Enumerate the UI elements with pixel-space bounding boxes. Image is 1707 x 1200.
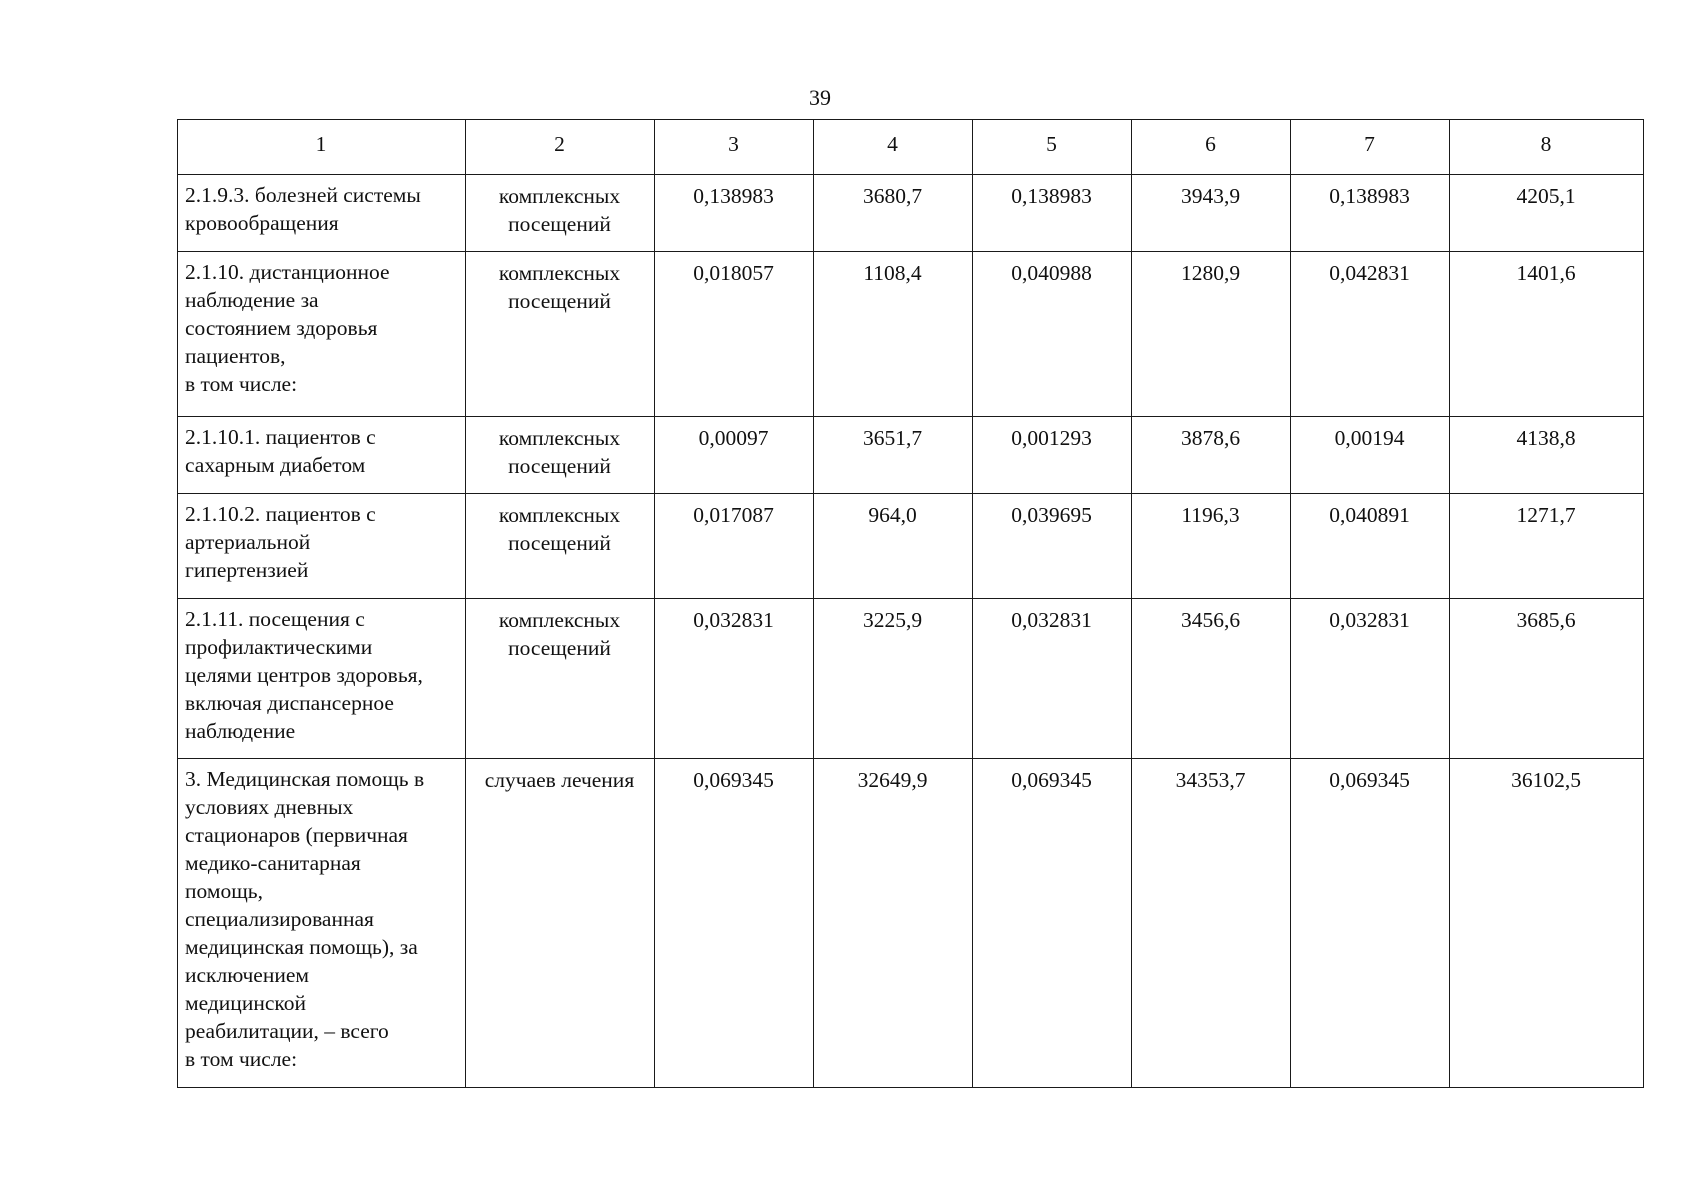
value-cell: 0,00097 (655, 417, 814, 494)
value-cell: 4138,8 (1450, 417, 1644, 494)
row-unit-cell: комплексных посещений (466, 175, 655, 252)
value-cell: 32649,9 (814, 759, 973, 1088)
column-header: 3 (655, 120, 814, 175)
row-name-cell: 2.1.10.1. пациентов с сахарным диабетом (178, 417, 466, 494)
value-cell: 0,032831 (655, 599, 814, 759)
value-cell: 0,039695 (973, 494, 1132, 599)
value-cell: 3225,9 (814, 599, 973, 759)
data-table (177, 119, 1644, 1088)
table-row (178, 759, 1644, 1088)
value-cell: 0,032831 (973, 599, 1132, 759)
row-unit-cell: комплексных посещений (466, 599, 655, 759)
value-cell: 3685,6 (1450, 599, 1644, 759)
value-cell: 0,032831 (1291, 599, 1450, 759)
value-cell: 0,042831 (1291, 252, 1450, 417)
row-name-cell: 2.1.9.3. болезней системы кровообращения (178, 175, 466, 252)
value-cell: 3680,7 (814, 175, 973, 252)
value-cell: 3943,9 (1132, 175, 1291, 252)
table-header-row (178, 120, 1644, 175)
value-cell: 36102,5 (1450, 759, 1644, 1088)
column-header: 4 (814, 120, 973, 175)
value-cell: 0,00194 (1291, 417, 1450, 494)
row-name-cell: 3. Медицинская помощь в условиях дневных стационаров (первичная медико-санитарная помощь, специализированная медицинская помощь), за исключением медицинской реабилитации, – всего в том числе: (178, 759, 466, 1088)
row-name-cell: 2.1.10.2. пациентов с артериальной гипертензией (178, 494, 466, 599)
page-number: 39 (809, 85, 831, 110)
row-unit-cell: случаев лечения (466, 759, 655, 1088)
column-header: 5 (973, 120, 1132, 175)
value-cell: 0,138983 (1291, 175, 1450, 252)
value-cell: 0,069345 (655, 759, 814, 1088)
value-cell: 1196,3 (1132, 494, 1291, 599)
table-row (178, 599, 1644, 759)
column-header: 2 (466, 120, 655, 175)
value-cell: 0,017087 (655, 494, 814, 599)
value-cell: 1401,6 (1450, 252, 1644, 417)
table-row (178, 252, 1644, 417)
value-cell: 1108,4 (814, 252, 973, 417)
row-unit-cell: комплексных посещений (466, 417, 655, 494)
value-cell: 0,040988 (973, 252, 1132, 417)
value-cell: 3878,6 (1132, 417, 1291, 494)
row-name-cell: 2.1.11. посещения с профилактическими целями центров здоровья, включая диспансерное наблюдение (178, 599, 466, 759)
table-row (178, 494, 1644, 599)
value-cell: 3651,7 (814, 417, 973, 494)
column-header: 1 (178, 120, 466, 175)
table-row (178, 175, 1644, 252)
value-cell: 0,138983 (973, 175, 1132, 252)
row-unit-cell: комплексных посещений (466, 252, 655, 417)
row-unit-cell: комплексных посещений (466, 494, 655, 599)
value-cell: 4205,1 (1450, 175, 1644, 252)
value-cell: 0,018057 (655, 252, 814, 417)
value-cell: 1271,7 (1450, 494, 1644, 599)
value-cell: 0,069345 (1291, 759, 1450, 1088)
value-cell: 34353,7 (1132, 759, 1291, 1088)
column-header: 7 (1291, 120, 1450, 175)
value-cell: 1280,9 (1132, 252, 1291, 417)
value-cell: 3456,6 (1132, 599, 1291, 759)
column-header: 6 (1132, 120, 1291, 175)
value-cell: 0,138983 (655, 175, 814, 252)
value-cell: 0,001293 (973, 417, 1132, 494)
row-name-cell: 2.1.10. дистанционное наблюдение за состоянием здоровья пациентов, в том числе: (178, 252, 466, 417)
value-cell: 0,040891 (1291, 494, 1450, 599)
column-header: 8 (1450, 120, 1644, 175)
value-cell: 0,069345 (973, 759, 1132, 1088)
value-cell: 964,0 (814, 494, 973, 599)
table-row (178, 417, 1644, 494)
